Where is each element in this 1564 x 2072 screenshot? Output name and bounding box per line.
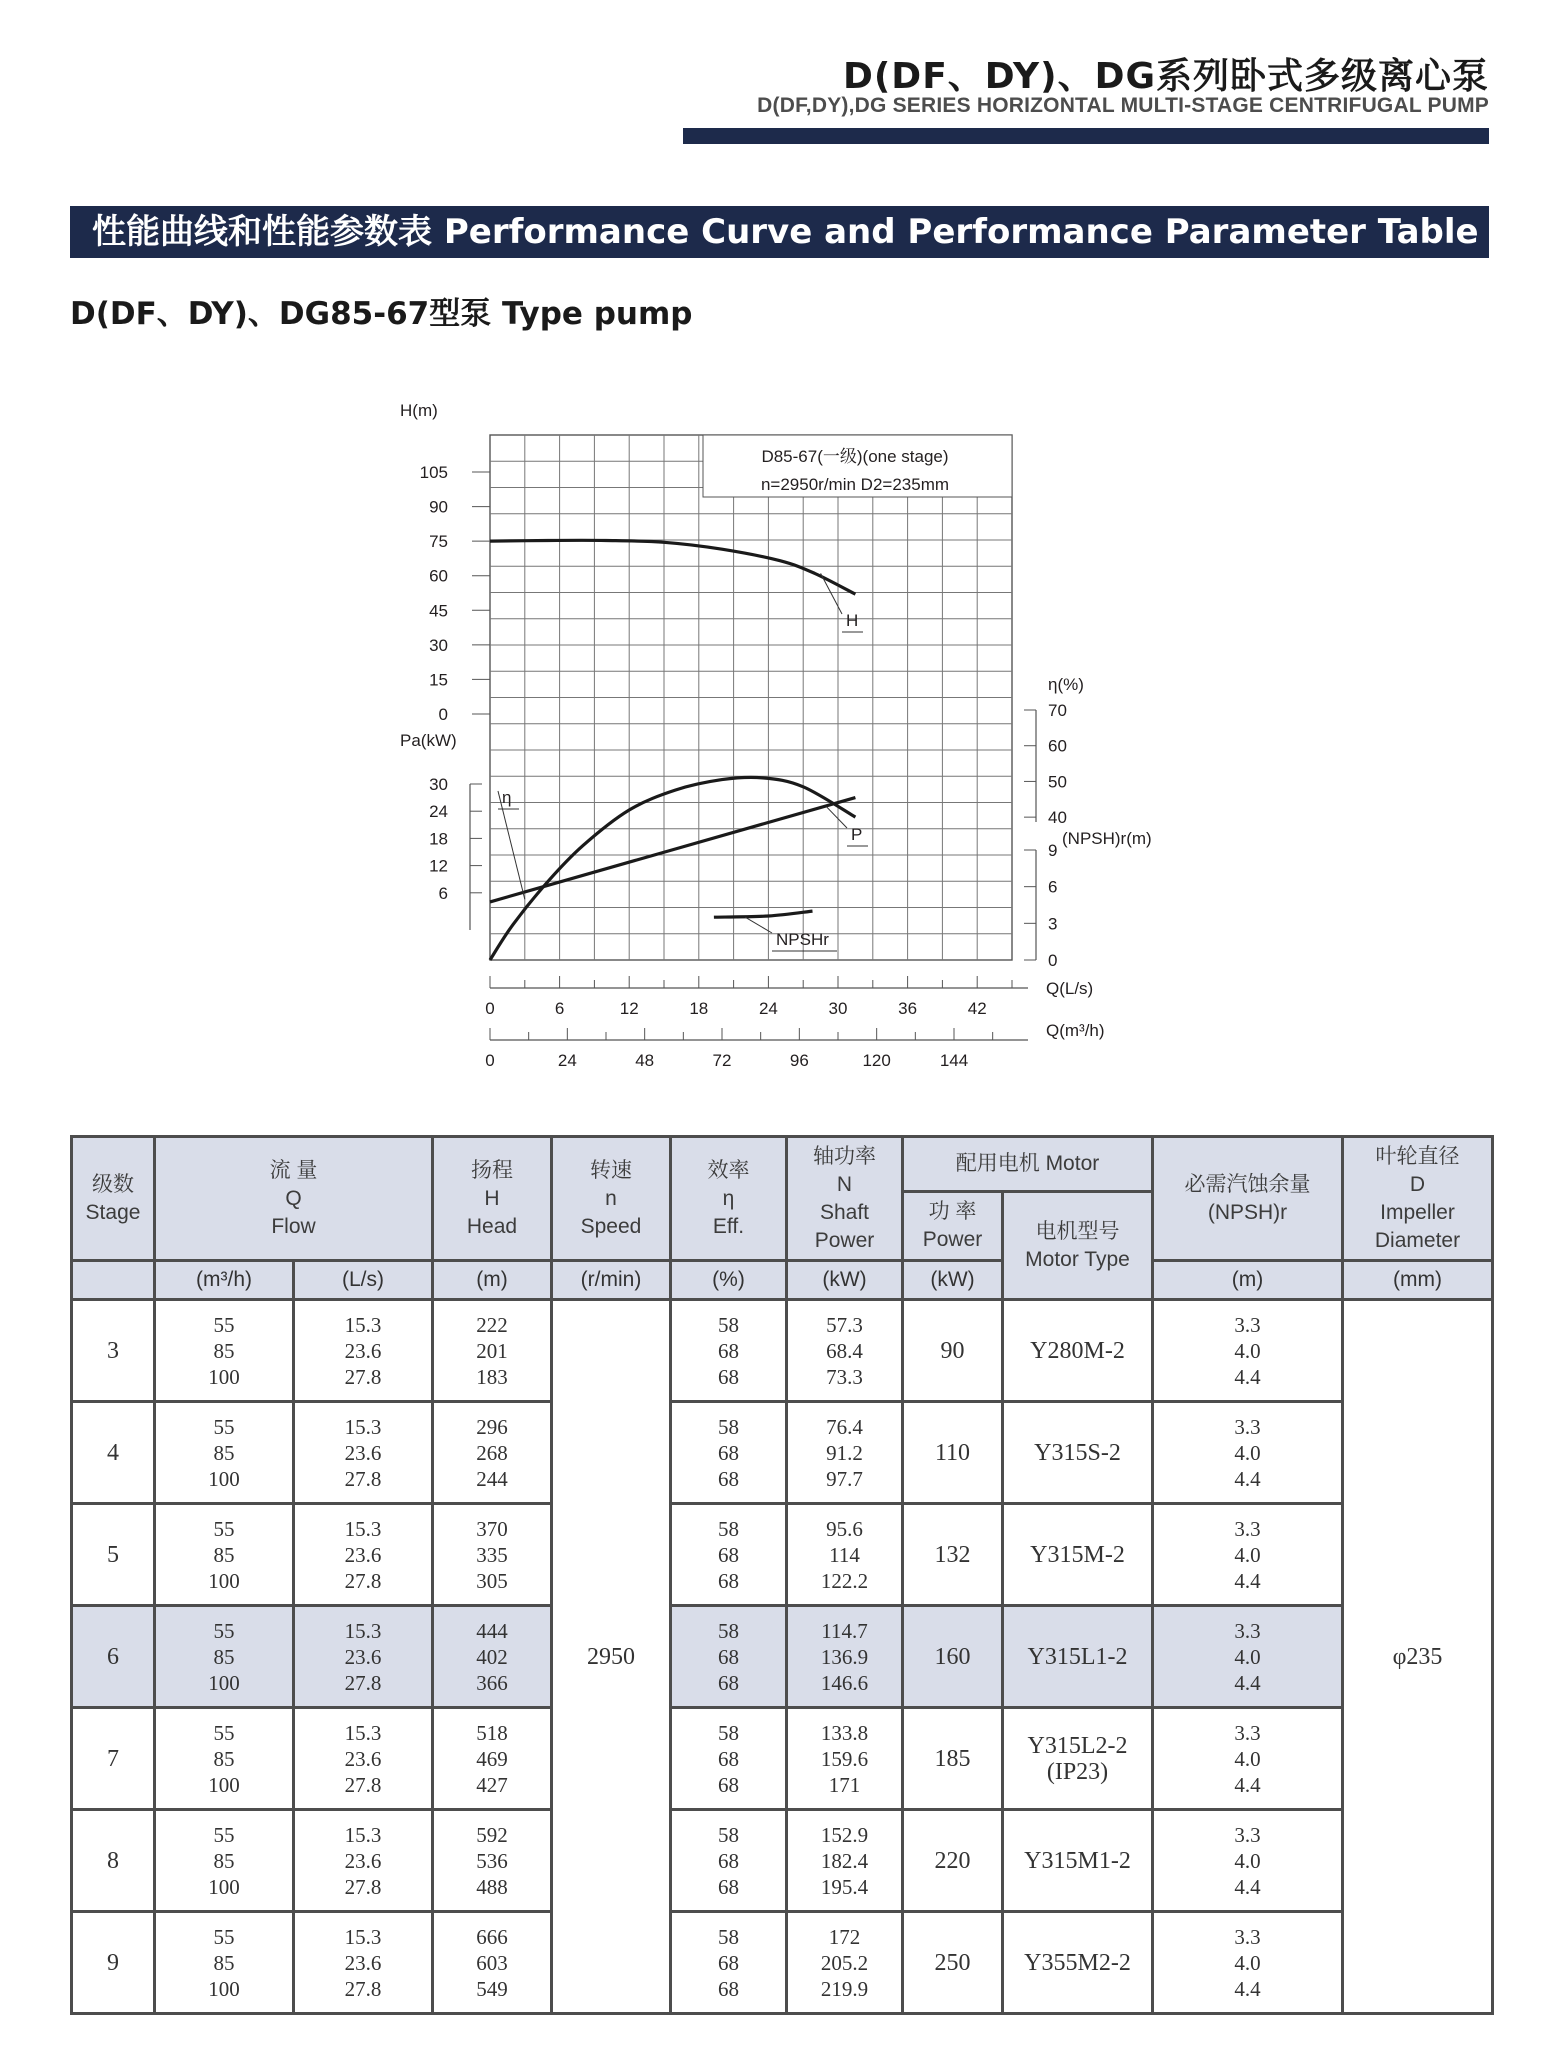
performance-table [70, 1135, 1494, 2015]
x-axis-tick-label: 0 [485, 999, 495, 1018]
unit-eff: (%) [671, 1261, 787, 1300]
x2-axis-tick-label: 96 [789, 1051, 809, 1070]
header-title-en: D(DF,DY),DG SERIES HORIZONTAL MULTI-STAGE CENTRIFUGAL PUMP [757, 94, 1489, 117]
cell-shaft: 57.3 68.4 73.3 [787, 1300, 903, 1402]
npsh-axis-tick-label: 3 [1048, 914, 1058, 934]
cell-stage: 8 [72, 1810, 155, 1912]
table-header-row [72, 1137, 1493, 1192]
cell-shaft: 114.7 136.9 146.6 [787, 1606, 903, 1708]
header-rule [683, 128, 1489, 144]
cell-stage: 3 [72, 1300, 155, 1402]
cell-npsh: 3.3 4.0 4.4 [1153, 1810, 1343, 1912]
p-axis-tick-label: 18 [429, 829, 448, 849]
cell-eff: 58 68 68 [671, 1504, 787, 1606]
h-axis-tick-label: 15 [429, 670, 448, 690]
cell-power: 220 [903, 1810, 1003, 1912]
table-row [72, 1708, 1493, 1810]
eff-axis-label: η(%) [1048, 675, 1084, 694]
x-axis-tick-label: 18 [689, 999, 709, 1018]
unit-flow-ls: (L/s) [294, 1261, 433, 1300]
cell-eff: 58 68 68 [671, 1402, 787, 1504]
cell-power: 132 [903, 1504, 1003, 1606]
cell-impeller: φ235 [1343, 1300, 1493, 2014]
h-curve-label: H [846, 611, 859, 630]
cell-power: 250 [903, 1912, 1003, 2014]
th-flow: 流 量 Q Flow [155, 1137, 433, 1261]
cell-q-m3h: 55 85 100 [155, 1402, 294, 1504]
unit-shaft: (kW) [787, 1261, 903, 1300]
cell-q-m3h: 55 85 100 [155, 1810, 294, 1912]
cell-q-ls: 15.3 23.6 27.8 [294, 1504, 433, 1606]
cell-npsh: 3.3 4.0 4.4 [1153, 1606, 1343, 1708]
cell-q-ls: 15.3 23.6 27.8 [294, 1912, 433, 2014]
cell-npsh: 3.3 4.0 4.4 [1153, 1708, 1343, 1810]
cell-motor: Y315S-2 [1003, 1402, 1153, 1504]
p-curve [490, 798, 855, 902]
cell-head: 592 536 488 [433, 1810, 552, 1912]
cell-stage: 7 [72, 1708, 155, 1810]
cell-stage: 9 [72, 1912, 155, 2014]
cell-motor: Y315M-2 [1003, 1504, 1153, 1606]
x-axis-label: Q(L/s) [1046, 979, 1094, 998]
th-motor-power: 功 率 Power [903, 1192, 1003, 1261]
cell-npsh: 3.3 4.0 4.4 [1153, 1300, 1343, 1402]
cell-q-ls: 15.3 23.6 27.8 [294, 1810, 433, 1912]
cell-shaft: 133.8 159.6 171 [787, 1708, 903, 1810]
unit-power: (kW) [903, 1261, 1003, 1300]
header-title-cn: D(DF、DY)、DG系列卧式多级离心泵 [842, 56, 1489, 97]
table-units-row [72, 1261, 1493, 1300]
cell-q-m3h: 55 85 100 [155, 1300, 294, 1402]
th-motor-type: 电机型号 Motor Type [1003, 1192, 1153, 1300]
cell-head: 370 335 305 [433, 1504, 552, 1606]
npsh-axis-tick-label: 0 [1048, 951, 1058, 970]
cell-q-m3h: 55 85 100 [155, 1708, 294, 1810]
cell-q-ls: 15.3 23.6 27.8 [294, 1606, 433, 1708]
th-impeller: 叶轮直径 D Impeller Diameter [1343, 1137, 1493, 1261]
cell-head: 666 603 549 [433, 1912, 552, 2014]
table-row [72, 1810, 1493, 1912]
h-curve [490, 540, 855, 594]
x-axis-tick-label: 42 [967, 999, 987, 1018]
h-axis-tick-label: 30 [429, 635, 448, 655]
cell-q-ls: 15.3 23.6 27.8 [294, 1708, 433, 1810]
cell-shaft: 76.4 91.2 97.7 [787, 1402, 903, 1504]
cell-q-ls: 15.3 23.6 27.8 [294, 1300, 433, 1402]
unit-impeller: (mm) [1343, 1261, 1493, 1300]
cell-eff: 58 68 68 [671, 1606, 787, 1708]
th-head: 扬程 H Head [433, 1137, 552, 1261]
table-row [72, 1402, 1493, 1504]
p-axis-tick-label: 30 [429, 775, 448, 794]
x2-axis-label: Q(m³/h) [1046, 1021, 1105, 1040]
cell-npsh: 3.3 4.0 4.4 [1153, 1402, 1343, 1504]
x-axis-tick-label: 24 [758, 999, 778, 1018]
section-title: 性能曲线和性能参数表 Performance Curve and Performance Parameter Table [70, 206, 1489, 258]
cell-eff: 58 68 68 [671, 1912, 787, 2014]
npsh-curve [714, 911, 813, 917]
p-axis-tick-label: 6 [438, 883, 448, 903]
table-row [72, 1504, 1493, 1606]
cell-motor: Y315M1-2 [1003, 1810, 1153, 1912]
table-row [72, 1606, 1493, 1708]
eff-curve-label-leader [498, 791, 525, 899]
p-axis-label: Pa(kW) [400, 731, 457, 750]
table-row [72, 1300, 1493, 1402]
unit-flow-m3h: (m³/h) [155, 1261, 294, 1300]
cell-shaft: 152.9 182.4 195.4 [787, 1810, 903, 1912]
th-stage: 级数 Stage [72, 1137, 155, 1261]
cell-motor: Y315L2-2 (IP23) [1003, 1708, 1153, 1810]
h-axis-tick-label: 0 [438, 705, 448, 724]
cell-stage: 4 [72, 1402, 155, 1504]
chart-info-line1: D85-67(一级)(one stage) [761, 447, 949, 466]
x-axis-tick-label: 30 [828, 999, 848, 1018]
h-axis-label: H(m) [400, 401, 438, 420]
cell-motor: Y355M2-2 [1003, 1912, 1153, 2014]
p-curve-label: P [851, 825, 863, 844]
th-motor-group: 配用电机 Motor [903, 1137, 1153, 1192]
cell-q-m3h: 55 85 100 [155, 1606, 294, 1708]
pump-type-title: D(DF、DY)、DG85-67型泵 Type pump [70, 296, 693, 332]
cell-head: 222 201 183 [433, 1300, 552, 1402]
cell-head: 444 402 366 [433, 1606, 552, 1708]
h-axis-tick-label: 45 [429, 601, 448, 621]
cell-shaft: 172 205.2 219.9 [787, 1912, 903, 2014]
x-axis-tick-label: 6 [554, 999, 565, 1018]
th-shaft-power: 轴功率 N Shaft Power [787, 1137, 903, 1261]
eff-axis-tick-label: 60 [1048, 736, 1067, 756]
eff-axis-tick-label: 70 [1048, 701, 1067, 720]
cell-head: 518 469 427 [433, 1708, 552, 1810]
cell-power: 90 [903, 1300, 1003, 1402]
cell-npsh: 3.3 4.0 4.4 [1153, 1912, 1343, 2014]
cell-power: 160 [903, 1606, 1003, 1708]
x-axis-tick-label: 12 [619, 999, 639, 1018]
th-speed: 转速 n Speed [552, 1137, 671, 1261]
cell-q-ls: 15.3 23.6 27.8 [294, 1402, 433, 1504]
npsh-curve-label: NPSHr [776, 930, 829, 949]
cell-eff: 58 68 68 [671, 1810, 787, 1912]
cell-eff: 58 68 68 [671, 1300, 787, 1402]
chart-info-line2: n=2950r/min D2=235mm [760, 475, 950, 494]
performance-curve-chart [380, 390, 1220, 1090]
h-axis-tick-label: 105 [419, 463, 448, 482]
x2-axis-tick-label: 72 [712, 1051, 732, 1070]
x-axis-tick-label: 36 [898, 999, 918, 1018]
x2-axis-tick-label: 48 [635, 1051, 655, 1070]
cell-power: 185 [903, 1708, 1003, 1810]
h-axis-tick-label: 90 [429, 497, 448, 517]
th-npsh: 必需汽蚀余量 (NPSH)r [1153, 1137, 1343, 1261]
eff-axis-tick-label: 50 [1048, 772, 1067, 792]
x2-axis-tick-label: 0 [485, 1051, 495, 1070]
x2-axis-tick-label: 120 [862, 1051, 891, 1070]
npsh-axis-tick-label: 9 [1048, 841, 1058, 860]
cell-speed: 2950 [552, 1300, 671, 2014]
cell-stage: 5 [72, 1504, 155, 1606]
unit-npsh: (m) [1153, 1261, 1343, 1300]
th-eff: 效率 η Eff. [671, 1137, 787, 1261]
table-body [72, 1300, 1493, 2014]
eff-curve-label: η [502, 788, 512, 807]
npsh-axis-label: (NPSH)r(m) [1062, 829, 1152, 848]
unit-stage [72, 1261, 155, 1300]
x2-axis-tick-label: 144 [939, 1051, 969, 1070]
cell-npsh: 3.3 4.0 4.4 [1153, 1504, 1343, 1606]
unit-speed: (r/min) [552, 1261, 671, 1300]
h-curve-label-leader [821, 573, 842, 614]
cell-shaft: 95.6 114 122.2 [787, 1504, 903, 1606]
cell-motor: Y280M-2 [1003, 1300, 1153, 1402]
npsh-axis-tick-label: 6 [1048, 877, 1058, 897]
h-axis-tick-label: 60 [429, 566, 448, 586]
p-axis-tick-label: 12 [429, 856, 448, 876]
table-row [72, 1912, 1493, 2014]
unit-head: (m) [433, 1261, 552, 1300]
cell-q-m3h: 55 85 100 [155, 1912, 294, 2014]
cell-stage: 6 [72, 1606, 155, 1708]
cell-eff: 58 68 68 [671, 1708, 787, 1810]
cell-motor: Y315L1-2 [1003, 1606, 1153, 1708]
eff-axis-tick-label: 40 [1048, 808, 1067, 828]
cell-q-m3h: 55 85 100 [155, 1504, 294, 1606]
cell-head: 296 268 244 [433, 1402, 552, 1504]
h-axis-tick-label: 75 [429, 532, 448, 552]
x2-axis-tick-label: 24 [557, 1051, 577, 1070]
p-axis-tick-label: 24 [429, 802, 448, 822]
cell-power: 110 [903, 1402, 1003, 1504]
